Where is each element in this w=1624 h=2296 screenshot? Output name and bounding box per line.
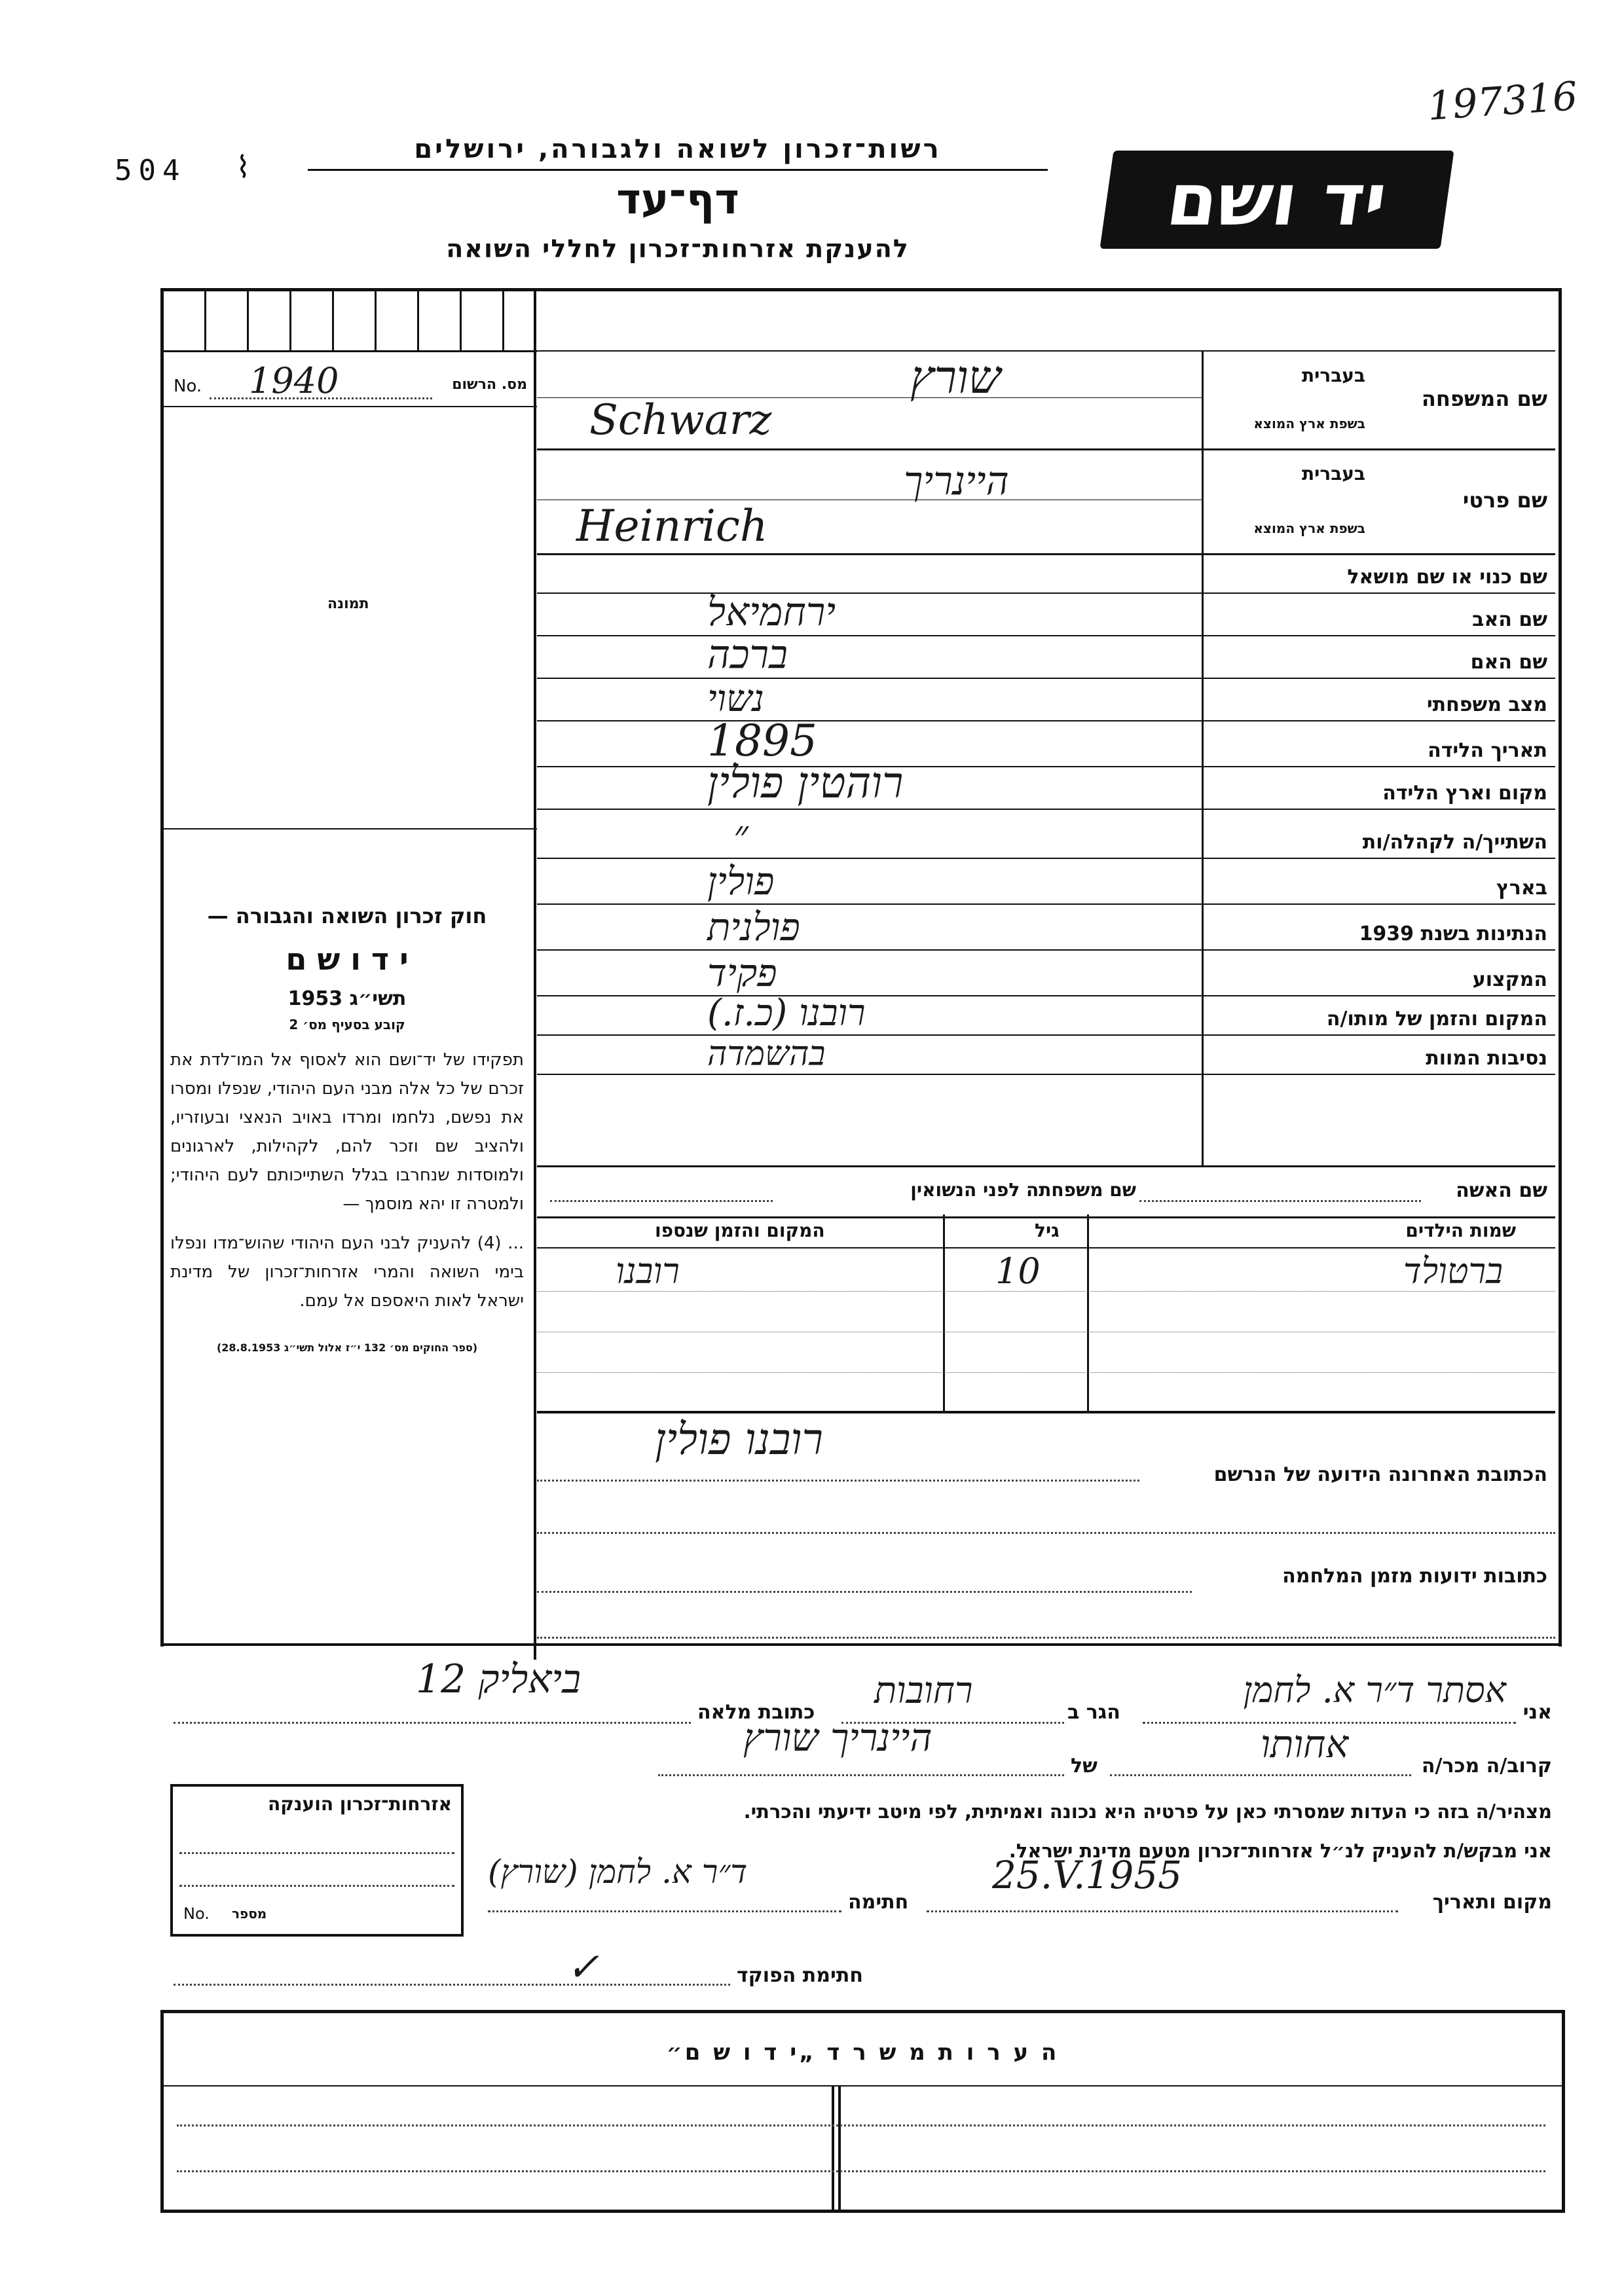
- field-community: [537, 809, 1555, 859]
- field-label: הנתינות בשנת 1939: [1359, 922, 1547, 945]
- law-name: י ד ו ש ם: [286, 941, 409, 977]
- place-date-value: 25.V.1955: [992, 1853, 1183, 1897]
- child-age: 10: [995, 1250, 1041, 1292]
- form-subtitle: להענקת אזרחות־זכרון לחללי השואה: [446, 234, 910, 263]
- field-label: בארץ: [1496, 877, 1547, 900]
- of-label: של: [1071, 1755, 1098, 1777]
- children-row: [537, 1250, 1555, 1292]
- law-block: [170, 903, 524, 1354]
- wife-label: שם האשה: [1456, 1179, 1547, 1202]
- field-label: שם האב: [1472, 608, 1547, 631]
- field-value-hebrew: היינריך: [904, 458, 1009, 504]
- field-label: המקצוע: [1472, 968, 1547, 991]
- registration-label: מס. הרשום: [452, 376, 527, 393]
- field-occupation: [537, 949, 1555, 996]
- office-notes-title: ה ע ר ו ת מ ש ר ד „י ד ו ש ם״: [666, 2039, 1060, 2066]
- field-value: 1895: [707, 716, 817, 766]
- field-label: המקום והזמן של מותו/ה: [1326, 1008, 1547, 1030]
- last-address-value: רובנו פולין: [655, 1414, 823, 1465]
- field-label: שם פרטי: [1462, 488, 1547, 513]
- field-mother: [537, 632, 1555, 679]
- field-sub-origin: בשפת ארץ המוצא: [1253, 520, 1365, 536]
- field-label: שם כנוי או שם מושאל: [1347, 566, 1547, 589]
- law-paragraph-1: תפקידו של יד־ושם הוא לאסוף אל המו־לדת את זכרם של כל אלה מבני העם היהודי, שנפלו ומסרו את נפשם, נלחמו ומרדו באויב הנאצי ובעוזריו, ולהציב שם וזכר להם, לקהילות, לארגונים ולמוסדות שנחרבו בגלל השתייכותם לעם היהודי; ולמטרה זו יהא מוסמך —: [170, 1050, 524, 1214]
- photo-label: תמונה: [327, 596, 369, 612]
- law-title: חוק זכרון השואה והגבורה —: [207, 903, 487, 928]
- law-footnote: (ספר החוקים מס׳ 132 י״ז אלול תשי״ג 28.8.1953): [216, 1341, 478, 1354]
- field-label: שם האם: [1470, 651, 1547, 674]
- logo-text: יד ושם: [1162, 158, 1392, 242]
- officer-signature-label: חתימת הפוקד: [737, 1964, 863, 1987]
- field-value: נשוי: [707, 678, 764, 720]
- field-value: פקיד: [707, 951, 777, 995]
- registration-value: 1940: [249, 360, 339, 401]
- field-sub-hebrew: בעברית: [1301, 365, 1365, 386]
- child-name: ברטולד: [1403, 1250, 1503, 1292]
- field-value: רוהטין פולין: [707, 757, 904, 808]
- child-place: רובנו: [616, 1250, 680, 1292]
- war-address-row: [537, 1525, 1555, 1643]
- registration-number: [170, 360, 530, 403]
- law-clause: קובע בסעיף מס׳ 2: [289, 1017, 405, 1032]
- children-header-names: שמות הילדים: [1405, 1220, 1516, 1241]
- request-text: אני מבקש/ת להעניק לנ״ל אזרחות־זכרון מטעם מדינת ישראל.: [1008, 1840, 1552, 1862]
- page-number: 504: [115, 154, 187, 187]
- wife-row: [537, 1165, 1555, 1218]
- field-label: נסיבות המוות: [1426, 1047, 1547, 1070]
- award-no-label: No.: [183, 1904, 210, 1923]
- last-address-row: [537, 1414, 1555, 1512]
- field-death-circumstances: [537, 1034, 1555, 1075]
- field-value: ״: [733, 812, 748, 858]
- field-value: פולין: [707, 859, 775, 903]
- of-name: היינריך שורץ: [743, 1715, 932, 1760]
- award-box: [170, 1784, 464, 1937]
- archive-reference: 197316: [1426, 73, 1579, 130]
- field-country: [537, 858, 1555, 905]
- relation-label: קרוב/ה מכר/ה: [1421, 1755, 1552, 1777]
- field-value: פולנית: [707, 905, 800, 949]
- registration-no-label: No.: [174, 376, 202, 396]
- field-family-name: [537, 350, 1555, 450]
- field-value: בהשמדה: [707, 1034, 826, 1074]
- field-citizenship: [537, 903, 1555, 951]
- wife-maiden-label: שם משפחתה לפני הנשואין: [910, 1179, 1136, 1201]
- declarant-ani: אני: [1522, 1701, 1552, 1724]
- field-value-hebrew: שורץ: [910, 350, 1001, 404]
- field-birth-place: [537, 757, 1555, 810]
- children-table: [537, 1214, 1555, 1411]
- officer-signature-mark: ✓: [566, 1944, 600, 1990]
- field-father: [537, 589, 1555, 636]
- last-address-label: הכתובת האחרונה הידועה של הנרשם: [1213, 1463, 1547, 1486]
- declaration-text: מצהיר/ה בזה כי העדות שמסרתי כאן על פרטיה היא נכונה ואמיתית, לפי מיטב ידיעתי והכרתי.: [743, 1800, 1552, 1823]
- field-birth-date: [537, 716, 1555, 767]
- field-label: מצב משפחתי: [1426, 693, 1547, 716]
- field-label: שם המשפחה: [1421, 386, 1547, 411]
- declarant-name: אסתר ד״ר א. לחמן: [1243, 1669, 1506, 1711]
- signature-label: חתימה: [848, 1891, 909, 1914]
- award-box-title: אזרחות־זכרון הוענקה: [268, 1793, 452, 1815]
- field-value-latin: Schwarz: [589, 396, 772, 445]
- field-value: רובנו (כ.ז.): [707, 992, 866, 1034]
- field-marital: [537, 678, 1555, 721]
- field-death-place: [537, 992, 1555, 1036]
- org-name: רשות־זכרון לשואה ולגבורה, ירושלים: [414, 134, 942, 164]
- full-address-label: כתובת מלאה: [697, 1701, 815, 1724]
- children-row: [537, 1291, 1555, 1332]
- page-mark-icon: ⌇: [236, 149, 251, 185]
- award-no-he: מספר: [232, 1906, 267, 1922]
- field-value-latin: Heinrich: [576, 501, 768, 551]
- children-row: [537, 1332, 1555, 1373]
- place-date-label: מקום ותאריך: [1432, 1891, 1552, 1914]
- war-address-label: כתובות ידועות מזמן המלחמה: [1282, 1565, 1547, 1588]
- resides-city: רחובות: [874, 1669, 973, 1712]
- children-row: [537, 1372, 1555, 1413]
- signature-value: ד״ר א. לחמן (שורץ): [488, 1853, 748, 1891]
- yad-vashem-logo: [1099, 151, 1454, 249]
- field-label: מקום וארץ הלידה: [1382, 782, 1547, 805]
- field-nickname: [537, 553, 1555, 594]
- field-value: ברכה: [707, 632, 788, 678]
- field-label: תאריך הלידה: [1428, 739, 1547, 762]
- field-label: השתייך/ה לקהלה/ות: [1362, 831, 1547, 854]
- full-address-value: ביאליק 12: [416, 1656, 581, 1702]
- law-year: תשי״ג 1953: [287, 987, 407, 1010]
- field-sub-origin: בשפת ארץ המוצא: [1253, 416, 1365, 431]
- field-sub-hebrew: בעברית: [1301, 463, 1365, 484]
- relation-value: אחותו: [1261, 1722, 1349, 1766]
- field-value: ירחמיאל: [707, 589, 836, 635]
- form-title: דף־עד: [616, 175, 739, 224]
- children-header-place: המקום והזמן שנספו: [655, 1220, 825, 1241]
- field-first-name: [537, 448, 1555, 555]
- resides-label: הגר ב: [1067, 1701, 1120, 1724]
- tick-strip: [164, 291, 537, 352]
- law-paragraph-2: ... (4) להעניק לבני העם היהודי שהוש־מדו ונפלו בימי השואה והמרי אזרחות־זכרון של מדינת ישראל לאות היאספם אל עמם.: [170, 1233, 524, 1311]
- children-header-age: גיל: [1035, 1220, 1060, 1241]
- office-notes: [160, 2010, 1565, 2213]
